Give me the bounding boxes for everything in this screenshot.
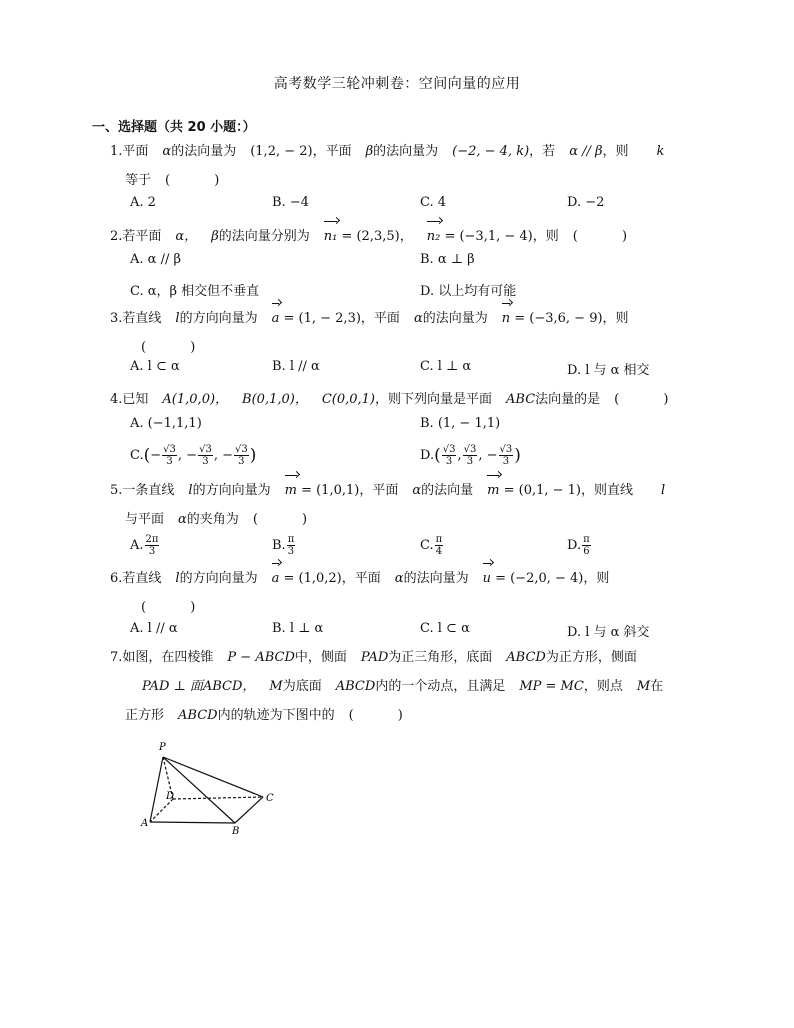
answer-blank: ( ) — [348, 708, 423, 723]
vertex-label-d: D — [166, 791, 175, 802]
option-d: D. −2 — [567, 195, 605, 210]
option-b: B. α ⊥ β — [420, 252, 475, 267]
edge-pa — [150, 757, 163, 822]
option-a: A. 2 — [130, 195, 156, 210]
option-d: D.( $\frac{√3}{3}$ , $\frac{√3}{3}$ , − $\frac{√3}{3}$ ) — [420, 444, 521, 467]
vertex-label-b: B — [232, 826, 240, 837]
question-4: 4.已知 A(1,0,0)， B(0,1,0)， C(0,0,1)，则下列向量是平面 ABC法向量的是 ( ) — [110, 385, 710, 414]
option-a: A. l // α — [130, 621, 178, 636]
answer-blank: ( ) — [252, 512, 328, 527]
question-1: 1.平面 α的法向量为 (1,2, − 2)，平面 β的法向量为 (−2, − 4, k)，若 α // β，则 k 等于 ( ) — [110, 137, 710, 195]
option-c: C. l ⊂ α — [420, 621, 470, 636]
vertex-label-c: C — [266, 793, 274, 804]
question-7: 7.如图，在四棱锥 P − ABCD中，侧面 PAD为正三角形，底面 ABCD为正方形，侧面 PAD ⊥ 面ABCD， M为底面 ABCD内的一个动点，且满足 MP = MC，则点 M在 正方形 ABCD内的轨迹为下图中的 ( ) — [110, 643, 710, 730]
option-d: D. 以上均有可能 — [420, 284, 517, 299]
option-c: C. 4 — [420, 195, 447, 210]
option-d: D. l 与 α 斜交 — [567, 625, 650, 640]
answer-blank: ( ) — [141, 600, 216, 615]
question-3: 3.若直线 l的方向向量为 a = (1, − 2,3)，平面 α的法向量为 n = (−3,6, − 9)，则 ( ) — [110, 304, 710, 362]
answer-blank: ( ) — [572, 229, 648, 244]
option-a: A. l ⊂ α — [130, 359, 180, 374]
edge-bc — [235, 797, 263, 823]
question-2: 2.若平面 α， β的法向量分别为 n₁ = (2,3,5)， n₂ = (−3,1, − 4)，则 ( ) — [110, 222, 710, 251]
question-number: 7. — [110, 650, 123, 665]
option-b: B. $\frac{\pi}{3}$ — [272, 534, 295, 557]
option-c: C. l ⊥ α — [420, 359, 472, 374]
answer-blank: ( ) — [165, 173, 240, 188]
edge-dc — [173, 797, 263, 799]
option-b: B. l // α — [272, 359, 320, 374]
question-number: 4. — [110, 392, 123, 407]
question-number: 5. — [110, 483, 123, 498]
question-number: 3. — [110, 311, 123, 326]
answer-blank: ( ) — [141, 340, 216, 355]
edge-pc — [163, 757, 263, 797]
option-b: B. (1, − 1,1) — [420, 416, 501, 431]
option-d: D. l 与 α 相交 — [567, 363, 650, 378]
option-c: C. α，β 相交但不垂直 — [130, 284, 260, 299]
edge-ab — [150, 822, 235, 823]
page-title: 高考数学三轮冲刺卷：空间向量的应用 — [273, 76, 521, 92]
question-number: 2. — [110, 229, 123, 244]
question-number: 6. — [110, 571, 123, 586]
question-number: 1. — [110, 144, 123, 159]
question-6: 6.若直线 l的方向向量为 a = (1,0,2)，平面 α的法向量为 u = (−2,0, − 4)，则 ( ) — [110, 564, 710, 622]
option-d: D. $\frac{\pi}{6}$ — [567, 534, 590, 557]
vertex-label-a: A — [141, 818, 149, 829]
option-c: C. $\frac{\pi}{4}$ — [420, 534, 443, 557]
option-b: B. l ⊥ α — [272, 621, 324, 636]
option-b: B. −4 — [272, 195, 309, 210]
vertex-label-p: P — [159, 742, 166, 753]
section-heading: 一、选择题（共 20 小题：） — [92, 120, 256, 135]
option-a: A. $\frac{2\pi}{3}$ — [130, 534, 159, 557]
option-c: C.(− $\frac{√3}{3}$ , − $\frac{√3}{3}$ , − $\frac{√3}{3}$ ) — [130, 444, 257, 467]
option-a: A. (−1,1,1) — [130, 416, 202, 431]
answer-blank: ( ) — [614, 392, 689, 407]
pyramid-figure — [138, 738, 288, 838]
question-5: 5.一条直线 l的方向向量为 m = (1,0,1)，平面 α的法向量 m = (0,1, − 1)，则直线 l 与平面 α的夹角为 ( ) — [110, 476, 710, 534]
option-a: A. α // β — [130, 252, 181, 267]
edge-pb — [163, 757, 235, 823]
